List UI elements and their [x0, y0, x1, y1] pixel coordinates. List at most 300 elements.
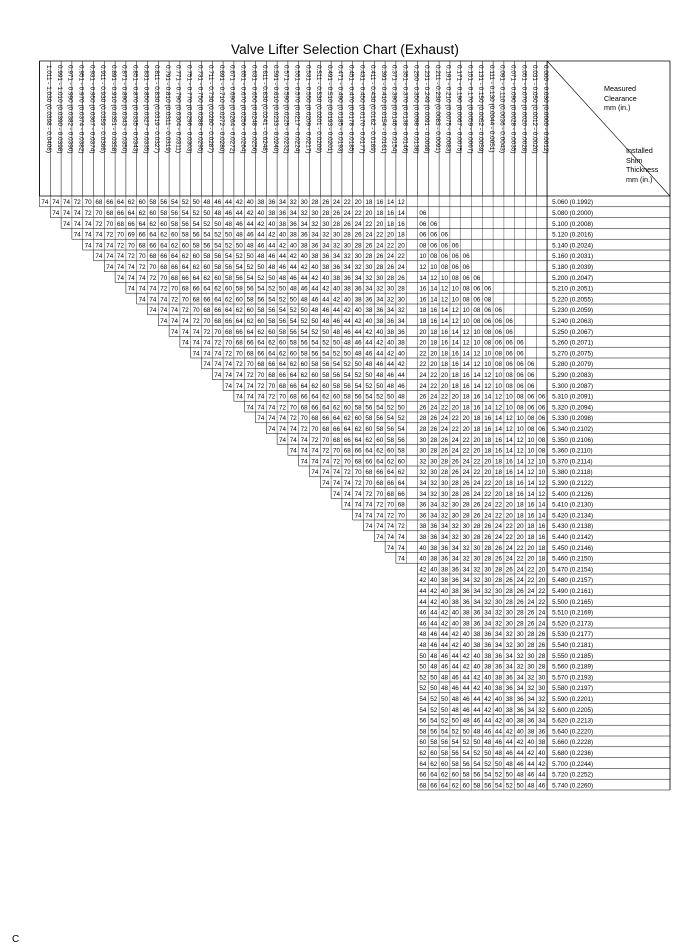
- shim-value-cell: 42: [246, 210, 254, 217]
- shim-value-cell: 54: [354, 382, 362, 390]
- shim-value-cell: 74: [62, 199, 71, 207]
- shim-value-cell: 32: [451, 523, 459, 531]
- shim-value-cell: 72: [289, 415, 297, 423]
- shim-value-cell: 52: [440, 717, 449, 725]
- shim-value-cell: 38: [451, 598, 459, 606]
- shim-value-cell: 28: [332, 220, 341, 228]
- shim-value-cell: 68: [235, 339, 243, 347]
- shim-value-cell: 38: [527, 728, 535, 736]
- shim-value-cell: 62: [278, 350, 287, 358]
- shim-value-cell: 28: [505, 588, 513, 595]
- shim-value-cell: 52: [473, 750, 481, 757]
- shim-value-cell: 48: [257, 253, 265, 261]
- shim-value-cell: 20: [440, 372, 449, 379]
- shim-value-cell: 08: [494, 361, 503, 369]
- shim-value-cell: 40: [494, 696, 503, 703]
- shim-value-cell: 64: [214, 296, 222, 304]
- shim-value-cell: 60: [354, 415, 362, 423]
- shim-value-cell: 26: [430, 426, 438, 433]
- shim-value-cell: 56: [192, 231, 200, 239]
- installed-shim-value: 5.560 (0.2189): [552, 663, 594, 671]
- shim-value-cell: 74: [106, 253, 114, 261]
- shim-value-cell: 40: [311, 264, 319, 271]
- shim-value-cell: 40: [473, 663, 481, 671]
- shim-value-cell: 74: [311, 447, 319, 455]
- shim-value-cell: 72: [127, 253, 135, 261]
- shim-value-cell: 50: [192, 199, 200, 207]
- clearance-range-label: 0.031 - 0.050 (0.0012 - 0.0020): [531, 65, 539, 154]
- shim-value-cell: 44: [419, 598, 427, 606]
- shim-value-cell: 58: [192, 242, 200, 250]
- shim-value-cell: 54: [214, 242, 222, 250]
- shim-value-cell: 36: [451, 566, 459, 574]
- installed-shim-value: 5.410 (0.2130): [552, 501, 594, 509]
- shim-value-cell: 42: [451, 642, 459, 649]
- shim-value-cell: 46: [397, 382, 405, 390]
- shim-value-cell: 60: [419, 739, 427, 747]
- shim-value-cell: 66: [138, 231, 146, 239]
- shim-value-cell: 12: [516, 436, 524, 444]
- shim-value-cell: 26: [505, 577, 513, 585]
- shim-value-cell: 22: [484, 490, 492, 498]
- shim-value-cell: 18: [473, 415, 481, 423]
- shim-value-cell: 52: [289, 307, 297, 315]
- shim-value-cell: 60: [160, 220, 168, 228]
- shim-value-cell: 66: [365, 458, 373, 466]
- shim-value-cell: 20: [451, 393, 459, 401]
- shim-value-cell: 46: [343, 328, 351, 336]
- shim-value-cell: 42: [235, 199, 243, 207]
- shim-value-cell: 40: [419, 555, 427, 563]
- shim-value-cell: 50: [322, 328, 330, 336]
- installed-shim-value: 5.570 (0.2193): [552, 674, 594, 682]
- shim-value-cell: 74: [235, 382, 243, 390]
- shim-value-cell: 22: [527, 566, 535, 574]
- shim-value-cell: 60: [203, 264, 211, 271]
- installed-shim-value: 5.680 (0.2236): [552, 750, 594, 757]
- shim-value-cell: 12: [462, 328, 470, 336]
- shim-value-cell: 18: [484, 447, 492, 455]
- shim-value-cell: 66: [397, 490, 405, 498]
- shim-value-cell: 66: [116, 210, 125, 217]
- shim-value-cell: 24: [484, 512, 492, 520]
- shim-value-cell: 22: [376, 231, 384, 239]
- clearance-range-label: 0.051 - 0.070 (0.0020 - 0.0028): [520, 65, 528, 154]
- shim-value-cell: 26: [538, 631, 546, 639]
- shim-value-cell: 24: [376, 242, 384, 250]
- shim-value-cell: 68: [246, 350, 254, 358]
- shim-value-cell: 36: [494, 652, 503, 660]
- shim-value-cell: 74: [332, 490, 341, 498]
- shim-value-cell: 66: [160, 253, 168, 261]
- measured-label-line: mm (in.): [604, 103, 631, 112]
- shim-value-cell: 46: [246, 231, 254, 239]
- shim-value-cell: 22: [419, 361, 427, 369]
- shim-value-cell: 74: [268, 426, 276, 433]
- shim-value-cell: 16: [484, 426, 492, 433]
- shim-value-cell: 62: [440, 771, 449, 779]
- shim-value-cell: 34: [473, 588, 481, 595]
- shim-value-cell: 38: [473, 631, 481, 639]
- installed-shim-value: 5.600 (0.2205): [552, 706, 594, 714]
- shim-value-cell: 12: [484, 372, 492, 379]
- shim-value-cell: 26: [451, 469, 459, 477]
- shim-value-cell: 30: [430, 469, 438, 477]
- shim-value-cell: 10: [419, 253, 427, 261]
- shim-value-cell: 06: [516, 382, 524, 390]
- installed-shim-value: 5.620 (0.2213): [552, 717, 594, 725]
- shim-value-cell: 66: [214, 307, 222, 315]
- shim-value-cell: 18: [527, 534, 535, 541]
- shim-value-cell: 06: [440, 253, 449, 261]
- shim-value-cell: 28: [516, 620, 524, 628]
- shim-value-cell: 06: [462, 264, 470, 271]
- shim-value-cell: 74: [214, 361, 222, 369]
- shim-value-cell: 16: [440, 339, 449, 347]
- shim-value-cell: 64: [311, 393, 319, 401]
- shim-value-cell: 52: [246, 264, 254, 271]
- shim-value-cell: 40: [322, 274, 330, 282]
- shim-value-cell: 58: [203, 253, 211, 261]
- shim-value-cell: 54: [419, 706, 427, 714]
- shim-value-cell: 64: [116, 199, 125, 207]
- shim-value-cell: 16: [494, 447, 503, 455]
- shim-value-cell: 26: [440, 436, 449, 444]
- shim-value-cell: 46: [419, 609, 427, 617]
- shim-value-cell: 06: [484, 307, 492, 315]
- shim-value-cell: 28: [440, 458, 449, 466]
- shim-value-cell: 18: [516, 501, 524, 509]
- shim-value-cell: 72: [84, 210, 92, 217]
- shim-value-cell: 74: [73, 210, 81, 217]
- shim-value-cell: 36: [440, 544, 449, 552]
- shim-value-cell: 62: [149, 220, 157, 228]
- shim-value-cell: 06: [462, 274, 470, 282]
- shim-value-cell: 20: [376, 220, 384, 228]
- shim-value-cell: 36: [278, 210, 287, 217]
- shim-value-cell: 52: [343, 361, 351, 369]
- shim-value-cell: 18: [484, 436, 492, 444]
- shim-value-cell: 30: [516, 642, 524, 649]
- shim-value-cell: 74: [322, 480, 330, 487]
- shim-value-cell: 70: [386, 501, 395, 509]
- shim-value-cell: 52: [192, 210, 200, 217]
- shim-value-cell: 24: [440, 415, 449, 423]
- shim-value-cell: 06: [430, 242, 438, 250]
- shim-value-cell: 72: [160, 285, 168, 293]
- shim-value-cell: 50: [300, 307, 308, 315]
- shim-value-cell: 30: [505, 620, 513, 628]
- shim-value-cell: 44: [473, 706, 481, 714]
- shim-value-cell: 70: [322, 436, 330, 444]
- installed-shim-value: 5.140 (0.2024): [552, 242, 594, 250]
- shim-value-cell: 68: [203, 307, 211, 315]
- shim-value-cell: 74: [354, 512, 362, 520]
- clearance-range-label: 0.691 - 0.710 (0.0272 - 0.0280): [217, 65, 225, 154]
- clearance-range-label: 0.711 - 0.730 (0.0280 - 0.0287): [207, 65, 215, 153]
- shim-value-cell: 34: [505, 663, 513, 671]
- shim-value-cell: 66: [322, 415, 330, 423]
- shim-value-cell: 36: [430, 534, 438, 541]
- shim-value-cell: 48: [246, 242, 254, 250]
- shim-value-cell: 22: [527, 577, 535, 585]
- shim-value-cell: 08: [516, 393, 524, 401]
- shim-value-cell: 12: [538, 480, 546, 487]
- shim-value-cell: 40: [451, 609, 459, 617]
- shim-value-cell: 26: [322, 199, 330, 207]
- shim-value-cell: 36: [322, 253, 330, 261]
- shim-value-cell: 64: [268, 350, 276, 358]
- clearance-range-label: 0.971 - 0.990 (0.0382 - 0.0390): [66, 65, 74, 154]
- shim-value-cell: 22: [430, 382, 438, 390]
- shim-value-cell: 20: [538, 566, 546, 574]
- shim-value-cell: 36: [268, 199, 276, 207]
- shim-value-cell: 52: [365, 382, 373, 390]
- shim-value-cell: 06: [473, 285, 481, 293]
- shim-value-cell: 50: [419, 652, 427, 660]
- shim-value-cell: 66: [354, 447, 362, 455]
- shim-value-cell: 54: [365, 393, 373, 401]
- shim-value-cell: 74: [84, 242, 92, 250]
- shim-value-cell: 52: [224, 242, 233, 250]
- shim-value-cell: 40: [538, 750, 546, 757]
- clearance-range-label: 0.511 - 0.530 (0.0201 - 0.0209): [315, 65, 323, 153]
- shim-value-cell: 06: [484, 318, 492, 325]
- shim-value-cell: 42: [419, 577, 427, 585]
- shim-value-cell: 30: [332, 231, 341, 239]
- shim-value-cell: 16: [484, 415, 492, 423]
- shim-value-cell: 22: [484, 480, 492, 487]
- shim-value-cell: 62: [181, 253, 189, 261]
- shim-value-cell: 36: [484, 642, 492, 649]
- shim-value-cell: 52: [451, 728, 459, 736]
- shim-value-cell: 32: [289, 199, 297, 207]
- shim-value-cell: 36: [365, 296, 373, 304]
- shim-value-cell: 08: [462, 296, 470, 304]
- shim-value-cell: 08: [516, 404, 524, 412]
- shim-value-cell: 38: [332, 274, 341, 282]
- shim-value-cell: 32: [484, 588, 492, 595]
- shim-value-cell: 36: [311, 242, 319, 250]
- shim-value-cell: 54: [386, 415, 395, 423]
- installed-shim-value: 5.370 (0.2114): [552, 458, 593, 466]
- shim-value-cell: 16: [397, 220, 405, 228]
- clearance-range-label: 0.891 - 0.910 (0.0351 - 0.0358): [109, 65, 117, 154]
- shim-value-cell: 54: [278, 307, 287, 315]
- shim-value-cell: 66: [192, 285, 200, 293]
- shim-value-cell: 06: [473, 274, 481, 282]
- chart-title: Valve Lifter Selection Chart (Exhaust): [231, 42, 459, 57]
- shim-value-cell: 38: [505, 696, 513, 703]
- shim-value-cell: 46: [224, 210, 233, 217]
- shim-value-cell: 14: [430, 296, 438, 304]
- shim-value-cell: 52: [332, 350, 341, 358]
- shim-value-cell: 62: [192, 264, 200, 271]
- shim-value-cell: 24: [527, 588, 535, 595]
- shim-value-cell: 14: [430, 285, 438, 293]
- shim-value-cell: 46: [214, 199, 222, 207]
- shim-value-cell: 48: [214, 210, 222, 217]
- clearance-range-label: 0.491 - 0.510 (0.0193 - 0.0201): [325, 65, 333, 154]
- shim-value-cell: 60: [365, 426, 373, 433]
- shim-value-cell: 54: [484, 771, 492, 779]
- shim-value-cell: 32: [462, 555, 470, 563]
- shim-value-cell: 08: [473, 307, 481, 315]
- shim-value-cell: 74: [354, 490, 362, 498]
- shim-value-cell: 08: [484, 296, 492, 304]
- shim-value-cell: 10: [473, 339, 481, 347]
- shim-value-cell: 32: [376, 285, 384, 293]
- shim-value-cell: 26: [451, 458, 459, 466]
- shim-value-cell: 64: [257, 339, 265, 347]
- shim-value-cell: 44: [430, 620, 438, 628]
- shim-value-cell: 30: [365, 264, 373, 271]
- shim-value-cell: 06: [494, 307, 503, 315]
- clearance-range-label: 0.131 - 0.150 (0.0052 - 0.0059): [477, 65, 485, 154]
- shim-value-cell: 50: [354, 361, 362, 369]
- shim-value-cell: 40: [516, 728, 524, 736]
- shim-value-cell: 54: [181, 210, 189, 217]
- shim-value-cell: 12: [451, 307, 459, 315]
- shim-value-cell: 24: [484, 501, 492, 509]
- shim-value-cell: 06: [473, 296, 481, 304]
- shim-value-cell: 58: [397, 447, 405, 455]
- shim-value-cell: 20: [494, 480, 503, 487]
- shim-value-cell: 20: [505, 501, 513, 509]
- shim-value-cell: 20: [430, 350, 438, 358]
- shim-value-cell: 36: [300, 231, 308, 239]
- shim-value-cell: 44: [343, 318, 351, 325]
- shim-value-cell: 70: [289, 404, 297, 412]
- shim-value-cell: 62: [289, 361, 297, 369]
- shim-value-cell: 64: [397, 480, 405, 487]
- shim-value-cell: 16: [386, 210, 395, 217]
- shim-value-cell: 28: [527, 642, 535, 649]
- shim-value-cell: 74: [386, 534, 395, 541]
- shim-value-cell: 62: [160, 231, 168, 239]
- shim-value-cell: 28: [484, 544, 492, 552]
- shim-value-cell: 74: [300, 447, 308, 455]
- shim-value-cell: 32: [311, 220, 319, 228]
- shim-value-cell: 44: [516, 750, 524, 757]
- shim-value-cell: 18: [451, 372, 459, 379]
- shim-value-cell: 14: [397, 210, 405, 217]
- shim-value-cell: 14: [527, 490, 535, 498]
- shim-value-cell: 56: [365, 404, 373, 412]
- shim-value-cell: 54: [246, 274, 254, 282]
- shim-value-cell: 12: [527, 469, 535, 477]
- shim-value-cell: 74: [311, 458, 319, 466]
- shim-value-cell: 66: [149, 242, 157, 250]
- shim-value-cell: 20: [462, 426, 470, 433]
- shim-value-cell: 12: [419, 264, 427, 271]
- shim-value-cell: 74: [170, 318, 179, 325]
- shim-value-cell: 06: [494, 328, 503, 336]
- shim-value-cell: 50: [430, 685, 438, 693]
- shim-value-cell: 54: [289, 318, 297, 325]
- shim-value-cell: 50: [257, 264, 265, 271]
- shim-value-cell: 22: [419, 350, 427, 358]
- shim-value-cell: 68: [300, 404, 308, 412]
- shim-value-cell: 18: [538, 555, 546, 563]
- shim-value-cell: 32: [451, 534, 459, 541]
- shim-value-cell: 74: [106, 242, 114, 250]
- shim-value-cell: 18: [419, 307, 427, 315]
- shim-value-cell: 50: [376, 382, 384, 390]
- shim-value-cell: 34: [386, 307, 395, 315]
- shim-value-cell: 60: [376, 436, 384, 444]
- shim-value-cell: 14: [473, 372, 481, 379]
- shim-value-cell: 74: [289, 436, 297, 444]
- shim-value-cell: 44: [419, 588, 427, 595]
- shim-value-cell: 40: [289, 242, 297, 250]
- shim-value-cell: 58: [257, 307, 265, 315]
- shim-value-cell: 26: [462, 480, 470, 487]
- shim-value-cell: 74: [343, 501, 351, 509]
- clearance-range-label: 0.871 - 0.890 (0.0343 - 0.0350): [120, 65, 128, 154]
- shim-value-cell: 22: [343, 199, 351, 207]
- shim-value-cell: 74: [149, 296, 157, 304]
- shim-value-cell: 24: [451, 447, 459, 455]
- shim-value-cell: 56: [214, 253, 222, 261]
- shim-value-cell: 48: [235, 231, 243, 239]
- installed-shim-value: 5.450 (0.2146): [552, 544, 594, 552]
- shim-value-cell: 32: [354, 264, 362, 271]
- shim-value-cell: 16: [516, 480, 524, 487]
- shim-value-cell: 56: [484, 782, 492, 790]
- shim-value-cell: 74: [106, 264, 114, 271]
- shim-value-cell: 50: [505, 771, 513, 779]
- shim-value-cell: 60: [224, 285, 233, 293]
- shim-value-cell: 64: [386, 469, 395, 477]
- shim-value-cell: 62: [127, 199, 135, 207]
- shim-value-cell: 28: [494, 577, 503, 585]
- shim-value-cell: 34: [278, 199, 287, 207]
- shim-value-cell: 42: [494, 717, 503, 725]
- shim-value-cell: 48: [365, 361, 373, 369]
- shim-value-cell: 32: [527, 685, 535, 693]
- shim-value-cell: 12: [484, 382, 492, 390]
- clearance-range-label: 0.451 - 0.470 (0.0178 - 0.0185): [347, 65, 355, 154]
- shim-value-cell: 24: [473, 480, 481, 487]
- shim-value-cell: 14: [462, 350, 470, 358]
- shim-value-cell: 70: [170, 285, 179, 293]
- shim-value-cell: 74: [160, 307, 168, 315]
- shim-value-cell: 34: [538, 717, 546, 725]
- shim-value-cell: 32: [516, 663, 524, 671]
- shim-value-cell: 70: [376, 490, 384, 498]
- shim-value-cell: 48: [376, 372, 384, 379]
- shim-value-cell: 68: [192, 296, 200, 304]
- shim-value-cell: 12: [397, 199, 405, 207]
- shim-value-cell: 16: [516, 490, 524, 498]
- shim-value-cell: 16: [462, 382, 470, 390]
- shim-value-cell: 64: [343, 426, 351, 433]
- shim-value-cell: 58: [235, 285, 243, 293]
- shim-value-cell: 56: [419, 717, 427, 725]
- shim-value-cell: 16: [494, 436, 503, 444]
- shim-value-cell: 22: [462, 447, 470, 455]
- shim-value-cell: 74: [170, 328, 179, 336]
- shim-value-cell: 60: [214, 274, 222, 282]
- shim-value-cell: 12: [505, 426, 513, 433]
- shim-value-cell: 34: [440, 534, 449, 541]
- shim-value-cell: 42: [462, 663, 470, 671]
- shim-value-cell: 74: [192, 328, 200, 336]
- shim-value-cell: 74: [181, 328, 189, 336]
- shim-value-cell: 48: [451, 696, 459, 703]
- shim-value-cell: 18: [505, 480, 513, 487]
